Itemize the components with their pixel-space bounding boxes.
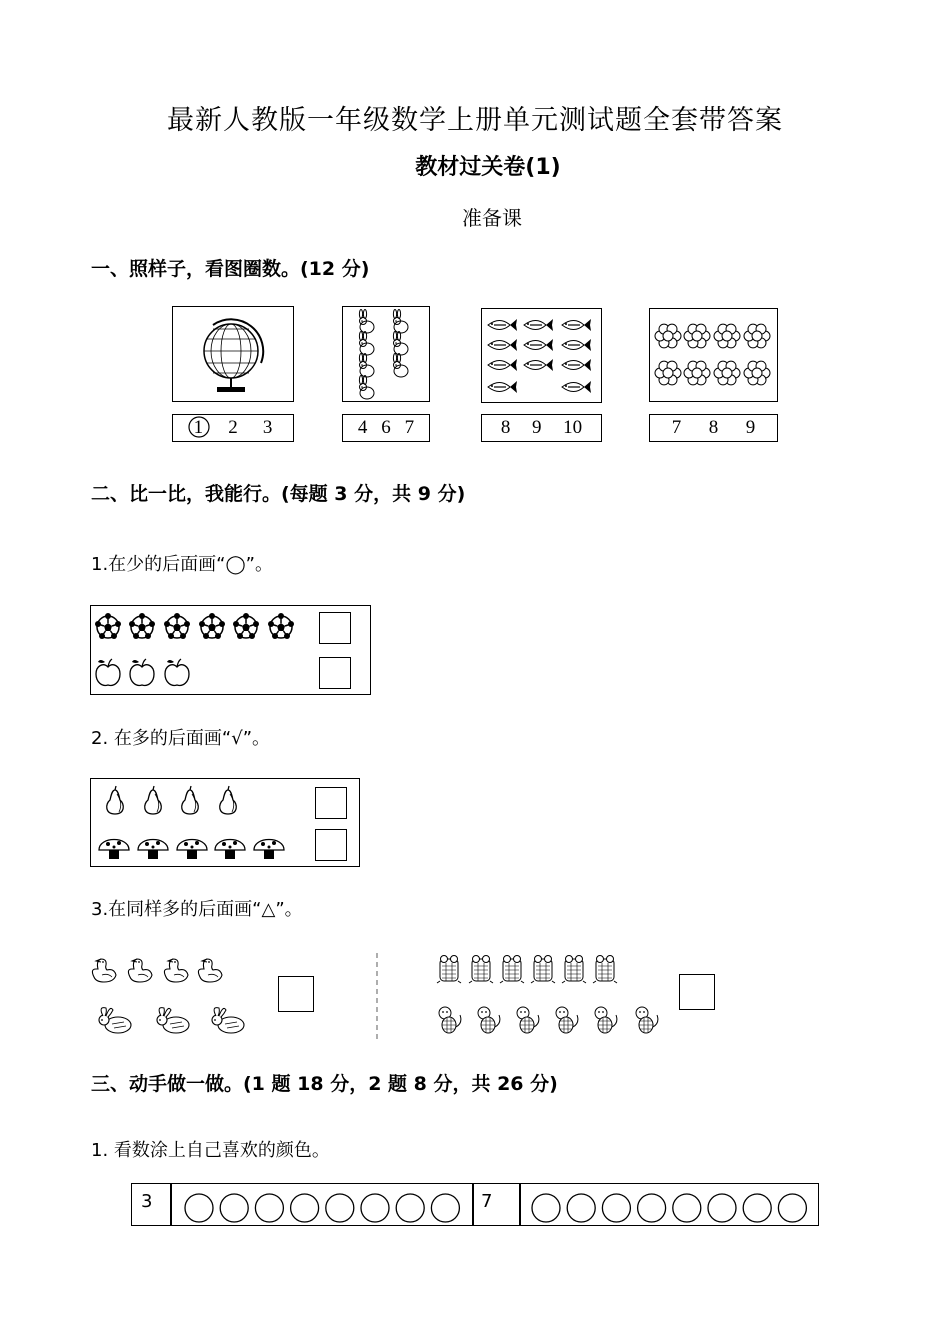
rabbit-icon xyxy=(359,332,374,356)
options-fish xyxy=(481,414,602,442)
flower-icon xyxy=(744,324,770,348)
rabbit-group xyxy=(343,307,431,403)
rabbit-icon xyxy=(212,1008,244,1033)
option-4[interactable]: 4 xyxy=(357,417,368,438)
number-cell-7: 7 xyxy=(481,1191,493,1212)
option-7[interactable]: 7 xyxy=(404,417,415,438)
color-circle[interactable] xyxy=(220,1194,248,1222)
option-10[interactable]: 10 xyxy=(563,417,583,438)
fish-group xyxy=(482,309,603,404)
monkey-icon xyxy=(595,1007,617,1033)
fish-icon xyxy=(562,319,591,331)
duck-icon xyxy=(198,959,222,982)
rabbit-icon xyxy=(393,332,408,356)
rabbit-icon xyxy=(393,354,408,378)
color-circle[interactable] xyxy=(532,1194,560,1222)
options-flower xyxy=(649,414,778,442)
frog-icon xyxy=(469,956,493,984)
color-circle[interactable] xyxy=(638,1194,666,1222)
answer-box-duck-rabbit[interactable] xyxy=(278,976,314,1012)
option-8b[interactable]: 8 xyxy=(708,417,719,438)
number-cell-3: 3 xyxy=(141,1191,153,1212)
frog-icon xyxy=(531,956,555,984)
q3-pictures xyxy=(0,945,950,1045)
apple-icon xyxy=(96,659,120,685)
flower-group xyxy=(650,309,779,403)
color-circle[interactable] xyxy=(255,1194,283,1222)
color-circle[interactable] xyxy=(708,1194,736,1222)
option-6[interactable]: 6 xyxy=(381,417,391,438)
fish-icon xyxy=(488,319,517,331)
option-label: 1 xyxy=(193,417,204,438)
fish-icon xyxy=(524,359,553,371)
compare-box-2 xyxy=(90,778,360,867)
monkey-icon xyxy=(478,1007,500,1033)
monkey-icon xyxy=(636,1007,658,1033)
rabbit-icon xyxy=(99,1008,131,1033)
fish-icon xyxy=(562,359,591,371)
flower-icon xyxy=(714,361,740,385)
answer-box-football[interactable] xyxy=(319,612,351,644)
flower-icon xyxy=(655,324,681,348)
answer-box-mushroom[interactable] xyxy=(315,829,347,861)
paper-subtitle: 教材过关卷(1) xyxy=(415,155,561,180)
q3-text: 3.在同样多的后面画“△”。 xyxy=(91,899,303,920)
option-7b[interactable]: 7 xyxy=(671,417,682,438)
color-circle[interactable] xyxy=(778,1194,806,1222)
fish-icon xyxy=(488,359,517,371)
globe-icon xyxy=(173,307,295,403)
option-9b[interactable]: 9 xyxy=(745,417,756,438)
section1-heading: 一、照样子，看图圈数。(12 分) xyxy=(91,258,370,280)
frog-icon xyxy=(437,956,461,984)
color-circle[interactable] xyxy=(602,1194,630,1222)
flower-picture-box xyxy=(649,308,778,402)
color-circle[interactable] xyxy=(185,1194,213,1222)
option-1[interactable] xyxy=(194,417,204,439)
mushroom-icon xyxy=(99,840,129,860)
compare-box-1 xyxy=(90,605,371,695)
color-circle[interactable] xyxy=(291,1194,319,1222)
color-circle[interactable] xyxy=(361,1194,389,1222)
flower-icon xyxy=(684,324,710,348)
fish-icon xyxy=(562,339,591,351)
rabbit-icon xyxy=(359,310,374,334)
fish-icon xyxy=(524,319,553,331)
coloring-circles xyxy=(132,1184,820,1227)
mushroom-icon xyxy=(215,840,245,860)
flower-icon xyxy=(655,361,681,385)
unit-name: 准备课 xyxy=(462,206,522,230)
duck-icon xyxy=(128,959,152,982)
rabbit-picture-box xyxy=(342,306,430,402)
color-circle[interactable] xyxy=(326,1194,354,1222)
s3-q1-text: 1. 看数涂上自己喜欢的颜色。 xyxy=(91,1140,330,1161)
apple-icon xyxy=(130,659,154,685)
mushroom-icon xyxy=(254,840,284,860)
flower-icon xyxy=(714,324,740,348)
option-2[interactable]: 2 xyxy=(228,417,238,438)
option-8[interactable]: 8 xyxy=(500,417,511,438)
rabbit-icon xyxy=(157,1008,189,1033)
options-globe xyxy=(172,414,294,442)
color-circle[interactable] xyxy=(396,1194,424,1222)
fish-icon xyxy=(488,339,517,351)
options-rabbit xyxy=(342,414,430,442)
color-circle[interactable] xyxy=(431,1194,459,1222)
duck-icon xyxy=(92,959,116,982)
answer-box-frog-monkey[interactable] xyxy=(679,974,715,1010)
fish-icon xyxy=(562,381,591,393)
monkey-icon xyxy=(517,1007,539,1033)
rabbit-icon xyxy=(359,354,374,378)
section2-heading: 二、比一比，我能行。(每题 3 分，共 9 分) xyxy=(91,483,466,505)
section3-heading: 三、动手做一做。(1 题 18 分，2 题 8 分，共 26 分) xyxy=(91,1073,558,1095)
mushroom-icon xyxy=(177,840,207,860)
rabbit-icon xyxy=(393,310,408,334)
option-3[interactable]: 3 xyxy=(262,417,273,438)
coloring-table xyxy=(131,1183,819,1226)
page-title: 最新人教版一年级数学上册单元测试题全套带答案 xyxy=(167,105,783,136)
answer-circle-icon xyxy=(188,416,210,438)
flower-icon xyxy=(744,361,770,385)
fish-picture-box xyxy=(481,308,602,403)
globe-picture-box xyxy=(172,306,294,402)
fish-icon xyxy=(488,381,517,393)
option-9[interactable]: 9 xyxy=(531,417,542,438)
color-circle[interactable] xyxy=(567,1194,595,1222)
duck-icon xyxy=(164,959,188,982)
q1-text: 1.在少的后面画“◯”。 xyxy=(91,554,273,575)
answer-box-pear[interactable] xyxy=(315,787,347,819)
frog-icon xyxy=(593,956,617,984)
color-circle[interactable] xyxy=(743,1194,771,1222)
flower-icon xyxy=(684,361,710,385)
apple-icon xyxy=(165,659,189,685)
fish-icon xyxy=(524,339,553,351)
color-circle[interactable] xyxy=(673,1194,701,1222)
mushroom-icon xyxy=(138,840,168,860)
frog-icon xyxy=(500,956,524,984)
monkey-icon xyxy=(556,1007,578,1033)
monkey-icon xyxy=(439,1007,461,1033)
rabbit-icon xyxy=(359,376,374,400)
q2-text: 2. 在多的后面画“√”。 xyxy=(91,728,271,749)
frog-icon xyxy=(562,956,586,984)
answer-box-apple[interactable] xyxy=(319,657,351,689)
